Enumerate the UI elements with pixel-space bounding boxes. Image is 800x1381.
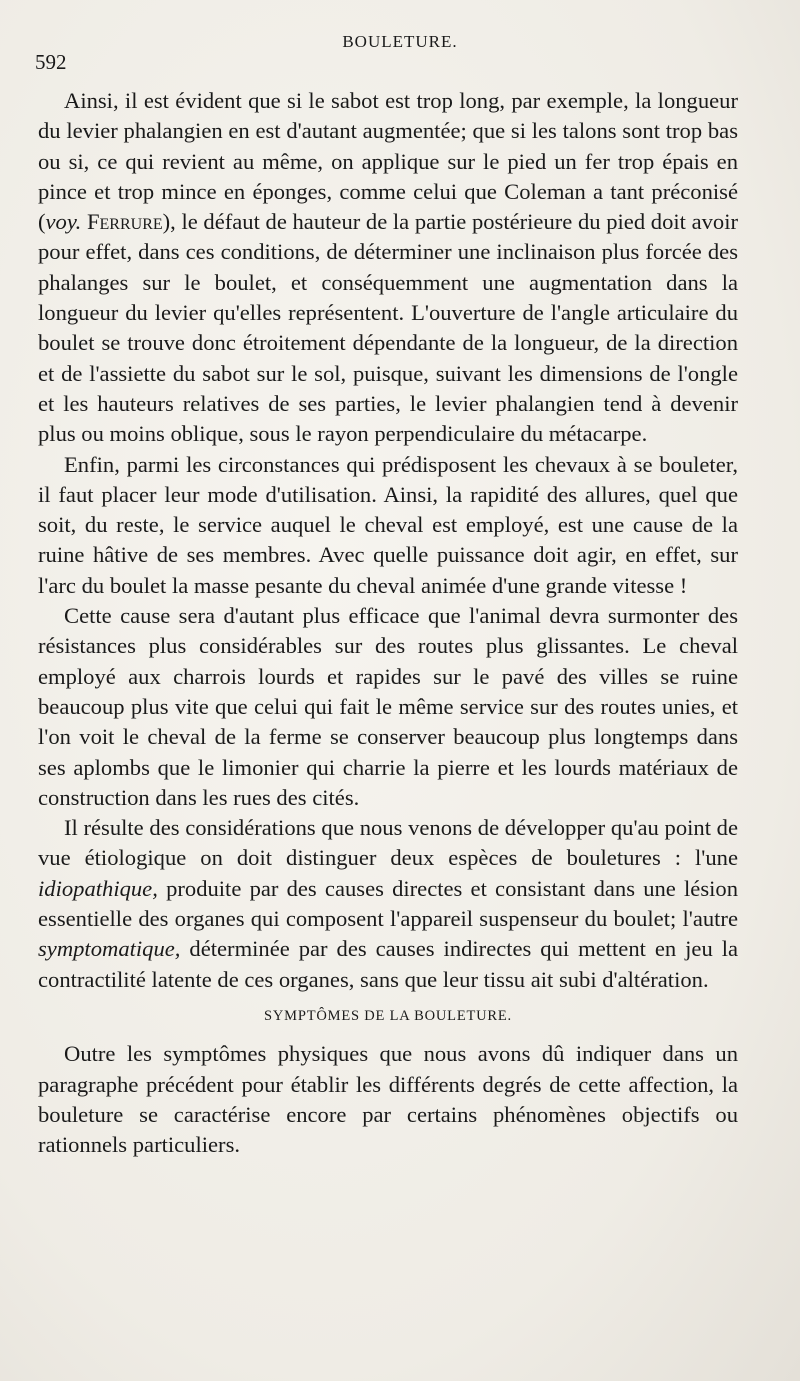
running-title: BOULETURE. <box>342 32 458 51</box>
paragraph-4-text-c: déterminée par des causes indirectes qui mettent en jeu la contractilité latente de ces organes, sans que leur tissu ait subi d'altération. <box>38 936 738 992</box>
paragraph-1 <box>38 86 738 450</box>
paragraph-3: Cette cause sera d'autant plus efficace que l'animal devra surmonter des résistances plus considérables sur des routes plus glissantes. Le cheval employé aux charrois lourds et rapides sur le pavé des villes se ruine beaucoup plus vite que celui qui fait le même service sur des routes unies, et l'on voit le cheval de la ferme se conserver beaucoup plus longtemps dans ses aplombs que le limonier qui charrie la pierre et les lourds matériaux de construction dans les rues des cités. <box>38 603 738 810</box>
paragraph-4 <box>38 813 738 995</box>
cross-reference-ferrure: Ferrure <box>86 209 163 235</box>
paragraph-5: Outre les symptômes physiques que nous avons dû indiquer dans un paragraphe précédent pour établir les différents degrés de cette affection, la bouleture se caractérise encore par certains phénomènes objectifs ou rationnels particuliers. <box>38 1041 738 1158</box>
term-symptomatique: symptomatique, <box>38 936 181 962</box>
paragraph-1-text-a: Ainsi, il est évident que si le sabot est trop long, par exemple, la longueur du levier phalangien en est d'autant augmentée; que si les talons sont trop bas ou si, ce qui revient au même, on applique sur le pied un fer trop épais en pince et trop mince en éponges, comme celui que Coleman a tant préconisé ( <box>38 88 738 235</box>
paragraph-4-text-a: Il résulte des considérations que nous venons de développer qu'au point de vue étiologique on doit distinguer deux espèces de bouletures : l'une <box>38 815 738 871</box>
paragraph-4-text-b: produite par des causes directes et consistant dans une lésion essentielle des organes qui composent l'appareil suspenseur du boulet; l'autre <box>38 875 738 932</box>
section-heading: SYMPTÔMES DE LA BOULETURE. <box>264 1007 512 1024</box>
paragraph-2: Enfin, parmi les circonstances qui prédisposent les chevaux à se bouleter, il faut placer leur mode d'utilisation. Ainsi, la rapidité des allures, quel que soit, du reste, le service auquel le cheval est employé, est une cause de la ruine hâtive de ses membres. Avec quelle puissance doit agir, en effet, sur l'arc du boulet la masse pesante du cheval animée d'une grande vitesse ! <box>38 451 738 598</box>
voy-abbreviation: voy. <box>45 209 82 235</box>
paragraph-1-text-b: ), le défaut de hauteur de la partie postérieure du pied doit avoir pour effet, dans ces conditions, de déterminer une inclinaison plus forcée des phalanges sur le boulet, et conséquemment une augmentation dans la longueur du levier qu'elles représentent. L'ouverture de l'angle articulaire du boulet se trouve donc étroitement dépendante de la longueur, de la direction et de l'assiette du sabot sur le sol, puisque, suivant les dimensions de l'ongle et les hauteurs relatives de ses parties, le levier phalangien tend à devenir plus ou moins oblique, sous le rayon perpendiculaire du métacarpe. <box>38 209 738 447</box>
term-idiopathique: idiopathique, <box>38 875 158 901</box>
page-number: 592 <box>35 50 67 74</box>
page-body <box>38 86 738 1160</box>
